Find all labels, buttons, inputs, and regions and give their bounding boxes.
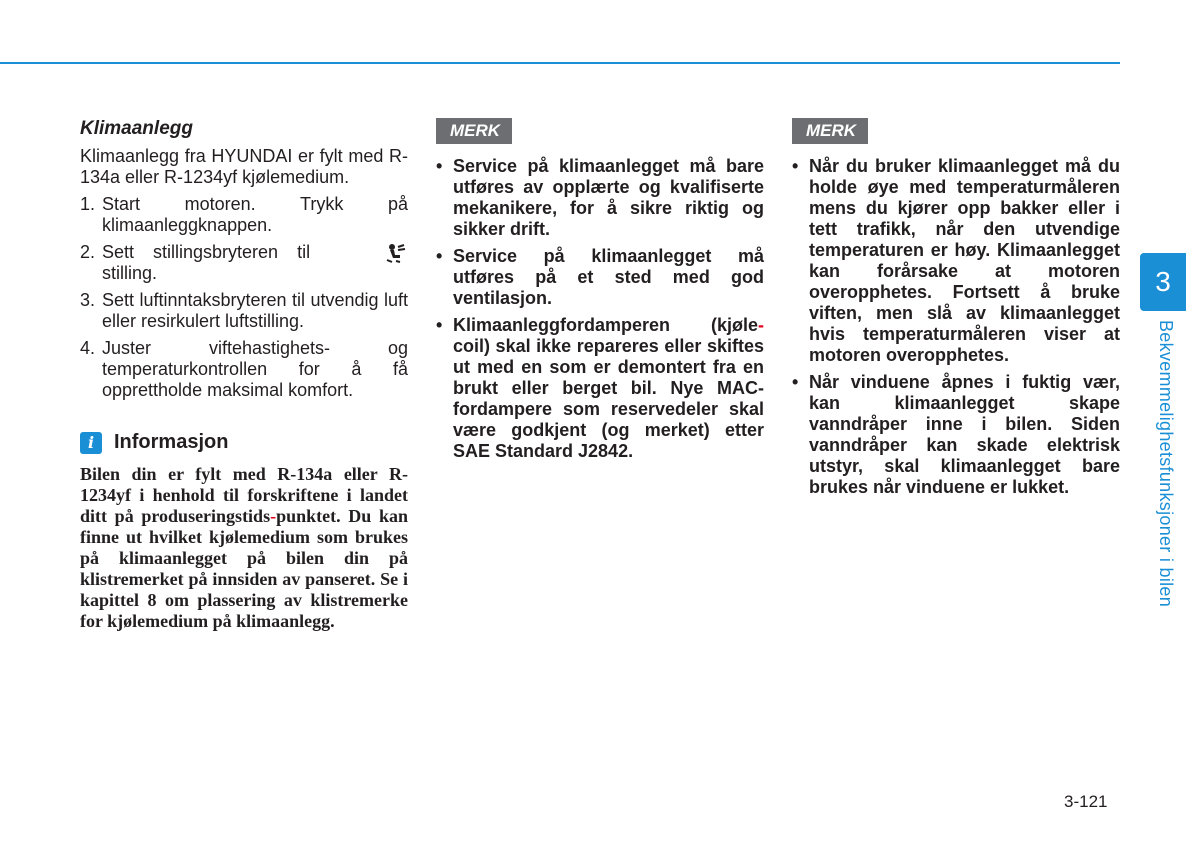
note-bullet xyxy=(792,372,1120,498)
info-header xyxy=(80,431,408,454)
intro-paragraph: Klimaanlegg fra HYUNDAI er fylt med R-134a eller R-1234yf kjølemedium. xyxy=(80,146,408,187)
step-item xyxy=(80,194,408,236)
bullet-text: Når du bruker klimaanlegget må du holde øye med temperaturmåleren mens du kjører opp bakker eller i tett trafikk, når den utvendige temperaturen er høy. Klimaanlegget kan forårsake at motoren overopphetes. Fortsett å bruke viften, men slå av klimaanlegget hvis temperaturmåleren viser at motoren overopphetes. xyxy=(809,156,1120,365)
chapter-tab: 3 xyxy=(1140,253,1186,311)
bullet-text: Når vinduene åpnes i fuktig vær, kan klimaanlegget skape vanndråper inne i bilen. Siden vanndråper kan skade elektrisk utstyr, skal klimaanlegget bare brukes når vinduene er lukket. xyxy=(809,372,1120,497)
bullet-text-part: Klimaanleggfordamperen (kjøle xyxy=(453,315,758,335)
chapter-title: Bekvemmelighetsfunksjoner i bilen xyxy=(1156,320,1176,608)
step-number: 2. xyxy=(80,242,96,262)
bullet-dot: • xyxy=(792,156,799,176)
bullet-dot: • xyxy=(792,372,799,392)
fan-floor-vent-icon xyxy=(384,243,408,263)
column-climate-instructions xyxy=(80,116,408,632)
section-title: Klimaanlegg xyxy=(80,118,193,139)
step-number: 4. xyxy=(80,338,96,358)
bullet-text-part: coil) skal ikke repareres eller skiftes ut med en som er demontert fra en brukt eller berget bil. Nye MAC-fordampere som reservedeler skal være godkjent (og merket) etter SAE Standard J2842. xyxy=(453,336,764,461)
bullet-dot: • xyxy=(436,156,443,176)
info-text xyxy=(80,464,408,632)
step-text: Juster viftehastighets- og temperaturkontrollen for å få opprettholde maksimal komfort. xyxy=(102,338,408,400)
bullet-text: Service på klimaanlegget må bare utføres av opplærte og kvalifiserte mekanikere, for å sikre riktig og sikker drift. xyxy=(453,156,764,239)
step-item xyxy=(80,242,408,284)
step-text-after: stilling. xyxy=(102,263,158,283)
steps-list xyxy=(80,194,408,401)
info-title: Informasjon xyxy=(114,431,229,453)
step-item xyxy=(80,290,408,332)
step-text: Start motoren. Trykk på klimaanleggknappen. xyxy=(102,194,408,235)
hyphen-mark: - xyxy=(270,506,277,526)
info-icon: i xyxy=(80,432,102,454)
note-bullets xyxy=(436,156,764,462)
note-bullets xyxy=(792,156,1120,498)
info-text-part: Bilen din er fylt med R-134a eller R-1234yf i henhold til forskriftene i landet ditt på produseringstids xyxy=(80,464,408,526)
bullet-dot: • xyxy=(436,315,443,335)
info-text-part: punktet. Du kan finne ut hvilket kjølemedium som brukes på klimaanlegget på bilen din på klistremerket på innsiden av panseret. Se i kapittel 8 om plassering av klistremerke for kjølemedium på klimaanlegg. xyxy=(80,506,408,631)
column-note-usage xyxy=(792,116,1120,504)
step-number: 3. xyxy=(80,290,96,310)
note-badge: MERK xyxy=(436,118,512,144)
note-badge: MERK xyxy=(792,118,868,144)
note-bullet xyxy=(436,315,764,462)
hyphen-mark: - xyxy=(758,315,764,335)
note-bullet xyxy=(436,156,764,240)
step-text: Sett luftinntaksbryteren til utvendig luft eller resirkulert luftstilling. xyxy=(102,290,408,331)
page-number: 3-121 xyxy=(1064,792,1108,811)
step-text-before: Sett stillingsbryteren til xyxy=(102,242,311,262)
step-item xyxy=(80,338,408,401)
note-bullet xyxy=(436,246,764,309)
column-note-service xyxy=(436,116,764,468)
bullet-dot: • xyxy=(436,246,443,266)
step-text xyxy=(102,242,408,284)
note-bullet xyxy=(792,156,1120,366)
bullet-text: Service på klimaanlegget må utføres på et sted med god ventilasjon. xyxy=(453,246,764,308)
step-number: 1. xyxy=(80,194,96,214)
bullet-text xyxy=(453,315,764,462)
top-rule xyxy=(0,62,1120,64)
